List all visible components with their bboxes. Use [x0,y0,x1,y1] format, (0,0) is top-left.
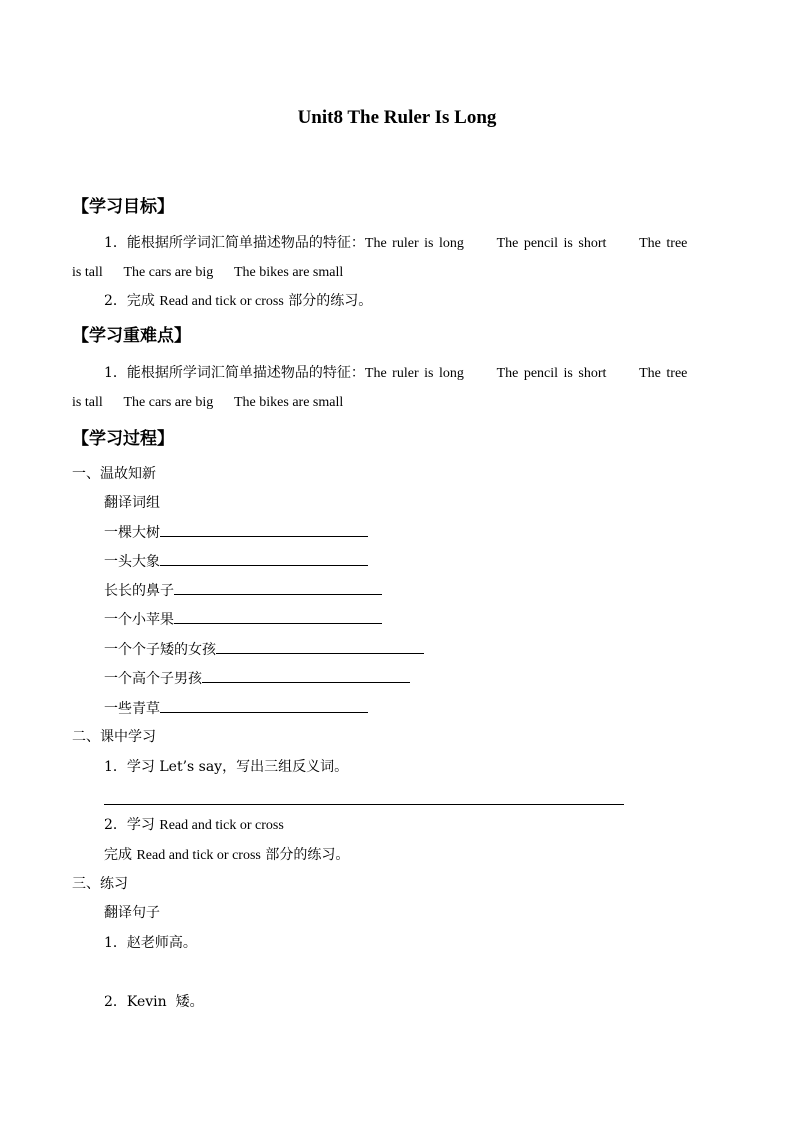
answer-blank[interactable] [202,668,410,683]
part2-title: 二、课中学习 [72,729,156,745]
part2-item-2 [104,815,284,836]
answer-blank[interactable] [160,551,368,566]
goals-item-1-en: The ruler is long The pencil is short The tree [364,236,688,251]
part2-item-2-prefix: 2．学习 [104,817,160,833]
phrase-label: 一个个子矮的女孩 [104,642,216,658]
phrase-row [104,580,382,601]
keypoints-item-1-en-cont: is tall The cars are big The bikes are small [72,395,344,410]
answer-blank[interactable] [160,698,368,713]
goals-item-2-suffix: 部分的练习。 [283,293,373,309]
part3-title: 三、练习 [72,876,128,892]
keypoints-item-1-text: 1．能根据所学词汇简单描述物品的特征： [104,365,365,381]
goals-item-1-text: 1．能根据所学词汇简单描述物品的特征： [104,235,365,251]
answer-blank[interactable] [174,580,382,595]
goals-item-1-en-cont: is tall The cars are big The bikes are small [72,265,344,280]
phrase-row [104,639,424,660]
phrase-label: 长长的鼻子 [104,583,174,599]
part3-subtitle: 翻译句子 [104,905,160,921]
sentence-item: 2．Kevin 矮。 [104,994,204,1010]
phrase-label: 一个高个子男孩 [104,671,202,687]
process-heading: 【学习过程】 [72,429,174,449]
phrase-row [104,522,368,543]
part2-item-3-prefix: 完成 [104,847,137,863]
keypoints-item-1-en: The ruler is long The pencil is short The tree [364,366,688,381]
phrase-label: 一个小苹果 [104,612,174,628]
phrase-row [104,698,368,719]
answer-blank[interactable] [174,609,382,624]
part2-item-3-en: Read and tick or cross [136,848,261,863]
part1-title: 一、温故知新 [72,466,156,482]
phrase-row [104,551,368,572]
phrase-row [104,609,382,630]
document-title: Unit8 The Ruler Is Long [297,107,497,128]
goals-item-1 [104,233,687,254]
phrase-row [104,668,410,689]
goals-item-2 [104,291,372,312]
part2-item-3-suffix: 部分的练习。 [260,847,350,863]
goals-item-2-prefix: 2．完成 [104,293,160,309]
answer-line[interactable] [104,804,624,805]
goals-heading: 【学习目标】 [72,197,174,217]
keypoints-item-1 [104,363,687,384]
answer-blank[interactable] [160,522,368,537]
part2-item-1: 1．学习 Let’s say，写出三组反义词。 [104,759,349,775]
sentence-item: 1．赵老师高。 [104,935,197,951]
phrase-label: 一棵大树 [104,525,160,541]
answer-blank[interactable] [216,639,424,654]
part2-item-2-en: Read and tick or cross [159,818,284,833]
part1-subtitle: 翻译词组 [104,495,160,511]
goals-item-2-en: Read and tick or cross [159,294,284,309]
phrase-label: 一些青草 [104,701,160,717]
part2-item-3 [104,845,349,866]
keypoints-heading: 【学习重难点】 [72,326,191,346]
phrase-label: 一头大象 [104,554,160,570]
